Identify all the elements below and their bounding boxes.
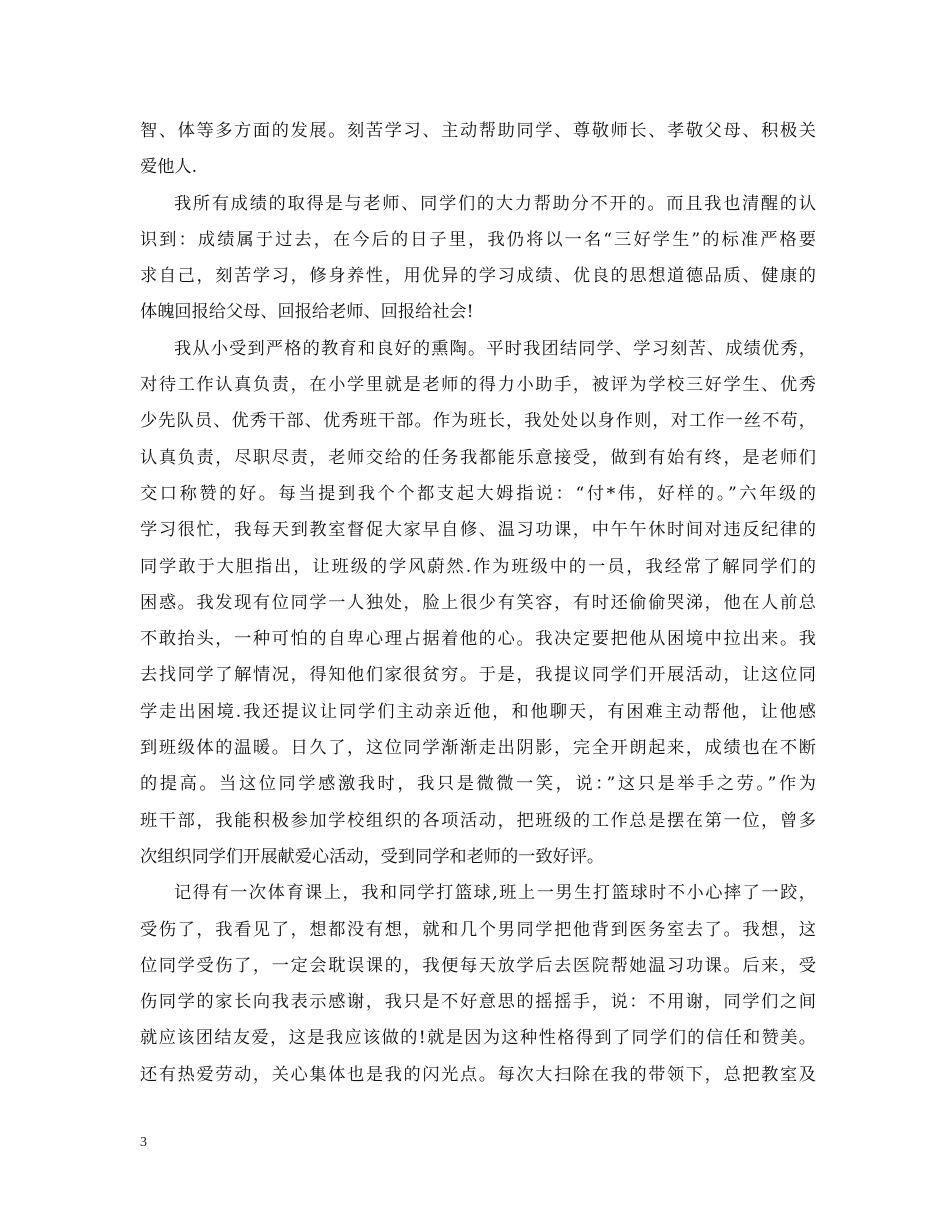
text-line: 困惑。我发现有位同学一人独处，脸上很少有笑容，有时还偷偷哭涕，他在人前总 <box>140 592 816 613</box>
text-line: 同学敢于大胆指出，让班级的学风蔚然.作为班级中的一员，我经常了解同学们的 <box>140 556 816 577</box>
text-line: 受伤了，我看见了，想都没有想，就和几个男同学把他背到医务室去了。我想，这 <box>140 919 816 940</box>
text-line: 求自己，刻苦学习，修身养性，用优异的学习成绩、优良的思想道德品质、健康的 <box>140 266 816 287</box>
text-line: 位同学受伤了，一定会耽误课的，我便每天放学后去医院帮她温习功课。后来，受 <box>140 955 816 976</box>
paragraph-first-line: 我所有成绩的取得是与老师、同学们的大力帮助分不开的。而且我也清醒的认 <box>174 193 816 214</box>
document-body <box>140 113 816 1093</box>
text-line: 班干部，我能积极参加学校组织的各项活动，把班级的工作总是摆在第一位，曾多 <box>140 810 816 831</box>
text-line: 少先队员、优秀干部、优秀班干部。作为班长，我处处以身作则，对工作一丝不苟， <box>140 411 816 432</box>
text-line: 还有热爱劳动，关心集体也是我的闪光点。每次大扫除在我的带领下，总把教室及 <box>140 1064 816 1085</box>
text-line: 不敢抬头，一种可怕的自卑心理占据着他的心。我决定要把他从困境中拉出来。我 <box>140 629 816 650</box>
text-line: 识到：成绩属于过去，在今后的日子里，我仍将以一名“三好学生”的标准严格要 <box>140 229 816 250</box>
text-line: 交口称赞的好。每当提到我个个都支起大姆指说：“付*伟，好样的。”六年级的 <box>140 483 816 504</box>
paragraph-first-line: 记得有一次体育课上，我和同学打篮球,班上一男生打篮球时不小心摔了一跤， <box>174 883 816 904</box>
text-line: 次组织同学们开展献爱心活动，受到同学和老师的一致好评。 <box>140 846 605 867</box>
text-line: 对待工作认真负责，在小学里就是老师的得力小助手，被评为学校三好学生、优秀 <box>140 375 816 396</box>
text-line: 学习很忙，我每天到教室督促大家早自修、温习功课，中午午休时间对违反纪律的 <box>140 520 816 541</box>
page-number: 3 <box>140 1135 147 1150</box>
text-line: 就应该团结友爱，这是我应该做的!就是因为这种性格得到了同学们的信任和赞美。 <box>140 1028 816 1049</box>
text-line: 伤同学的家长向我表示感谢，我只是不好意思的摇摇手，说：不用谢，同学们之间 <box>140 992 816 1013</box>
text-line: 去找同学了解情况，得知他们家很贫穷。于是，我提议同学们开展活动，让这位同 <box>140 665 816 686</box>
text-line: 认真负责，尽职尽责，老师交给的任务我都能乐意接受，做到有始有终，是老师们 <box>140 447 816 468</box>
text-line: 到班级体的温暖。日久了，这位同学渐渐走出阴影，完全开朗起来，成绩也在不断 <box>140 738 816 759</box>
text-line: 学走出困境.我还提议让同学们主动亲近他，和他聊天，有困难主动帮他，让他感 <box>140 701 816 722</box>
paragraph-first-line: 我从小受到严格的教育和良好的熏陶。平时我团结同学、学习刻苦、成绩优秀， <box>174 338 816 359</box>
text-line: 智、体等多方面的发展。刻苦学习、主动帮助同学、尊敬师长、孝敬父母、积极关 <box>140 121 816 141</box>
text-line: 的提高。当这位同学感激我时，我只是微微一笑，说：”这只是举手之劳。”作为 <box>140 774 816 795</box>
text-line: 体魄回报给父母、回报给老师、回报给社会! <box>140 302 474 323</box>
text-line: 爱他人. <box>140 157 198 178</box>
